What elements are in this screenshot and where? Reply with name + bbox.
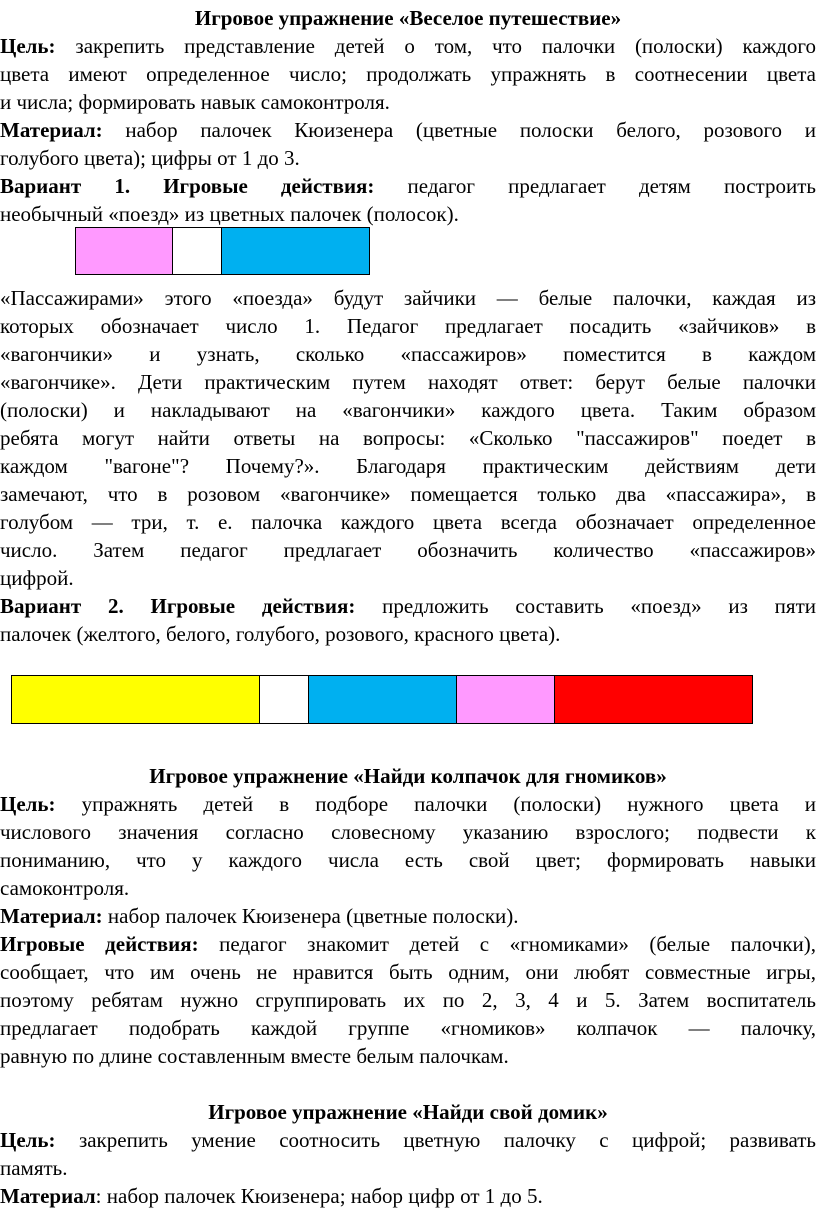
paragraph-line-2: которых обозначает число 1. Педагог предлагает посадить «зайчиков» в	[0, 314, 816, 338]
goal-label: Цель:	[0, 792, 56, 816]
paragraph-line-11: цифрой.	[0, 566, 74, 590]
material-label: Материал:	[0, 904, 103, 928]
exercise-2-material-line: Материал: набор палочек Кюизенера (цветные полоски).	[0, 904, 519, 928]
paragraph-line-3: «вагончики» и узнать, сколько «пассажиров» поместится в каждом	[0, 342, 816, 366]
exercise-1-goal-line-2: цвета имеют определенное число; продолжать упражнять в соотнесении цвета	[0, 62, 816, 86]
exercise-2-title: Игровое упражнение «Найди колпачок для гномиков»	[149, 764, 667, 788]
train-2-blue-car	[308, 675, 458, 724]
train-2-yellow-car	[11, 675, 261, 724]
variant-2-label: Вариант 2. Игровые действия:	[0, 594, 356, 618]
paragraph-line-4: «вагончике». Дети практическим путем находят ответ: берут белые палочки	[0, 370, 816, 394]
goal-label: Цель:	[0, 34, 56, 58]
exercise-1-goal-line-3: и числа; формировать навык самоконтроля.	[0, 90, 390, 114]
exercise-2-actions-line-5: равную по длине составленным вместе белым палочкам.	[0, 1044, 509, 1068]
paragraph-line-5: (полоски) и накладывают на «вагончики» каждого цвета. Таким образом	[0, 398, 816, 422]
paragraph-line-8: замечают, что в розовом «вагончике» помещается только два «пассажира», в	[0, 482, 816, 506]
paragraph-line-6: ребята могут найти ответы на вопросы: «Сколько "пассажиров" поедет в	[0, 426, 816, 450]
train-2-red-car	[554, 675, 753, 724]
exercise-2-goal-line-4: самоконтроля.	[0, 876, 130, 900]
train-1-blue-car	[221, 227, 370, 275]
variant-1-line-1: Вариант 1. Игровые действия: педагог предлагает детям построить	[0, 174, 816, 198]
train-2-white-car	[259, 675, 310, 724]
exercise-1-material-line-1: Материал: набор палочек Кюизенера (цветные полоски белого, розового и	[0, 118, 816, 142]
train-1-white-car	[172, 227, 223, 275]
exercise-2-goal-line-1: Цель: упражнять детей в подборе палочки (полоски) нужного цвета и	[0, 792, 816, 816]
variant-1-line-2: необычный «поезд» из цветных палочек (полосок).	[0, 202, 459, 226]
paragraph-line-7: каждом "вагоне"? Почему?». Благодаря практическим действиям дети	[0, 454, 816, 478]
train-2-pink-car	[456, 675, 556, 724]
exercise-2-actions-line-3: поэтому ребятам нужно сгруппировать их по 2, 3, 4 и 5. Затем воспитатель	[0, 988, 816, 1012]
paragraph-line-10: число. Затем педагог предлагает обозначить количество «пассажиров»	[0, 538, 816, 562]
exercise-2-goal-line-3: пониманию, что у каждого числа есть свой цвет; формировать навыки	[0, 848, 816, 872]
variant-1-label: Вариант 1. Игровые действия:	[0, 174, 375, 198]
paragraph-line-9: голубом — три, т. е. палочка каждого цвета всегда обозначает определенное	[0, 510, 816, 534]
actions-label: Игровые действия:	[0, 932, 199, 956]
variant-2-line-1: Вариант 2. Игровые действия: предложить составить «поезд» из пяти	[0, 594, 816, 618]
exercise-3-goal-line-2: память.	[0, 1156, 68, 1180]
paragraph-line-1: «Пассажирами» этого «поезда» будут зайчики — белые палочки, каждая из	[0, 286, 816, 310]
train-1-pink-car	[75, 227, 174, 275]
exercise-3-goal-line-1: Цель: закрепить умение соотносить цветную палочку с цифрой; развивать	[0, 1128, 816, 1152]
exercise-3-material-line: Материал: набор палочек Кюизенера; набор цифр от 1 до 5.	[0, 1184, 543, 1208]
material-label: Материал	[0, 1184, 96, 1208]
exercise-1-material-line-2: голубого цвета); цифры от 1 до 3.	[0, 146, 300, 170]
exercise-2-actions-line-2: сообщает, что им очень не нравится быть одним, они любят совместные игры,	[0, 960, 816, 984]
exercise-3-title: Игровое упражнение «Найди свой домик»	[208, 1100, 608, 1124]
exercise-1-goal-line-1: Цель: закрепить представление детей о том, что палочки (полоски) каждого	[0, 34, 816, 58]
goal-label: Цель:	[0, 1128, 56, 1152]
variant-2-line-2: палочек (желтого, белого, голубого, розового, красного цвета).	[0, 622, 561, 646]
exercise-2-actions-line-1: Игровые действия: педагог знакомит детей с «гномиками» (белые палочки),	[0, 932, 816, 956]
material-label: Материал:	[0, 118, 103, 142]
exercise-2-actions-line-4: предлагает подобрать каждой группе «гномиков» колпачок — палочку,	[0, 1016, 816, 1040]
exercise-2-goal-line-2: числового значения согласно словесному указанию взрослого; подвести к	[0, 820, 816, 844]
exercise-1-title: Игровое упражнение «Веселое путешествие»	[194, 6, 622, 30]
